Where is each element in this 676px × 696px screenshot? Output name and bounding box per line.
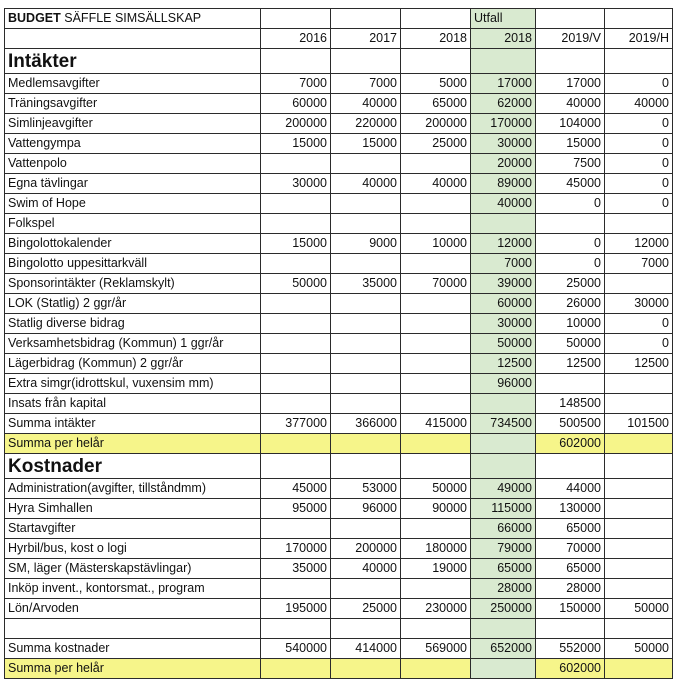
value-cell: 35000	[331, 274, 401, 294]
row-label: Statlig diverse bidrag	[5, 314, 261, 334]
table-row	[5, 479, 673, 499]
value-cell: 602000	[536, 434, 605, 454]
value-cell	[401, 214, 471, 234]
value-cell	[331, 434, 401, 454]
value-cell: 40000	[331, 559, 401, 579]
value-cell	[331, 194, 401, 214]
value-cell: 15000	[536, 134, 605, 154]
value-cell	[401, 194, 471, 214]
value-cell: 66000	[471, 519, 536, 539]
value-cell: 12000	[605, 234, 673, 254]
value-cell	[536, 619, 605, 639]
value-cell: 115000	[471, 499, 536, 519]
value-cell: 7000	[471, 254, 536, 274]
row-label: Medlemsavgifter	[5, 74, 261, 94]
row-label: Egna tävlingar	[5, 174, 261, 194]
row-label: Bingolotto uppesittarkväll	[5, 254, 261, 274]
value-cell	[401, 334, 471, 354]
value-cell: 552000	[536, 639, 605, 659]
value-cell: 25000	[331, 599, 401, 619]
value-cell: 170000	[471, 114, 536, 134]
utfall-label: Utfall	[471, 9, 536, 29]
value-cell: 5000	[401, 74, 471, 94]
empty-cell	[331, 49, 401, 74]
value-cell: 53000	[331, 479, 401, 499]
table-row	[5, 214, 673, 234]
value-cell	[261, 214, 331, 234]
column-header-2019-v: 2019/V	[536, 29, 605, 49]
value-cell	[605, 274, 673, 294]
value-cell: 0	[536, 194, 605, 214]
value-cell	[261, 394, 331, 414]
value-cell	[605, 559, 673, 579]
row-label	[5, 619, 261, 639]
value-cell: 10000	[536, 314, 605, 334]
table-row	[5, 539, 673, 559]
value-cell	[605, 579, 673, 599]
section-heading-row	[5, 49, 673, 74]
row-label: Startavgifter	[5, 519, 261, 539]
value-cell: 65000	[536, 519, 605, 539]
section-heading: Kostnader	[5, 454, 261, 479]
header-cell	[261, 9, 331, 29]
value-cell: 170000	[261, 539, 331, 559]
value-cell	[605, 499, 673, 519]
table-row	[5, 374, 673, 394]
empty-cell	[605, 454, 673, 479]
half-year-row	[5, 659, 673, 679]
value-cell	[401, 394, 471, 414]
value-cell: 0	[605, 314, 673, 334]
column-header-utfall-2018: 2018	[471, 29, 536, 49]
value-cell: 12500	[536, 354, 605, 374]
row-label: Administration(avgifter, tillståndmm)	[5, 479, 261, 499]
value-cell: 230000	[401, 599, 471, 619]
row-label: Extra simgr(idrottskul, vuxensim mm)	[5, 374, 261, 394]
value-cell: 0	[605, 114, 673, 134]
value-cell	[331, 354, 401, 374]
row-label: Verksamhetsbidrag (Kommun) 1 ggr/år	[5, 334, 261, 354]
column-header-2016: 2016	[261, 29, 331, 49]
table-row	[5, 254, 673, 274]
row-label: Vattengympa	[5, 134, 261, 154]
value-cell: 200000	[401, 114, 471, 134]
value-cell: 30000	[471, 314, 536, 334]
value-cell: 104000	[536, 114, 605, 134]
value-cell: 40000	[605, 94, 673, 114]
table-row	[5, 294, 673, 314]
table-row	[5, 194, 673, 214]
value-cell: 50000	[401, 479, 471, 499]
value-cell: 17000	[471, 74, 536, 94]
value-cell: 40000	[401, 174, 471, 194]
value-cell	[261, 194, 331, 214]
value-cell: 79000	[471, 539, 536, 559]
value-cell	[401, 374, 471, 394]
value-cell	[471, 659, 536, 679]
table-row	[5, 354, 673, 374]
table-row	[5, 619, 673, 639]
value-cell: 15000	[261, 134, 331, 154]
value-cell: 50000	[605, 639, 673, 659]
value-cell: 17000	[536, 74, 605, 94]
empty-cell	[261, 454, 331, 479]
table-row	[5, 394, 673, 414]
value-cell: 50000	[471, 334, 536, 354]
value-cell	[401, 519, 471, 539]
value-cell: 15000	[261, 234, 331, 254]
value-cell	[605, 434, 673, 454]
value-cell: 0	[536, 234, 605, 254]
value-cell: 12000	[471, 234, 536, 254]
budget-table	[4, 8, 673, 679]
table-row	[5, 499, 673, 519]
row-label: Träningsavgifter	[5, 94, 261, 114]
value-cell: 0	[605, 194, 673, 214]
row-label: Hyra Simhallen	[5, 499, 261, 519]
value-cell: 0	[536, 254, 605, 274]
value-cell: 12500	[471, 354, 536, 374]
empty-cell	[536, 454, 605, 479]
row-label: Summa per helår	[5, 659, 261, 679]
value-cell: 0	[605, 74, 673, 94]
value-cell: 40000	[471, 194, 536, 214]
value-cell	[331, 519, 401, 539]
section-heading: Intäkter	[5, 49, 261, 74]
value-cell: 25000	[536, 274, 605, 294]
value-cell: 12500	[605, 354, 673, 374]
value-cell	[261, 294, 331, 314]
value-cell	[605, 539, 673, 559]
row-label: LOK (Statlig) 2 ggr/år	[5, 294, 261, 314]
value-cell: 90000	[401, 499, 471, 519]
value-cell: 26000	[536, 294, 605, 314]
value-cell: 25000	[401, 134, 471, 154]
value-cell	[536, 214, 605, 234]
table-row	[5, 114, 673, 134]
value-cell: 19000	[401, 559, 471, 579]
column-header-2017: 2017	[331, 29, 401, 49]
value-cell: 652000	[471, 639, 536, 659]
value-cell: 0	[605, 134, 673, 154]
value-cell: 101500	[605, 414, 673, 434]
value-cell: 95000	[261, 499, 331, 519]
column-header-2018: 2018	[401, 29, 471, 49]
value-cell: 540000	[261, 639, 331, 659]
value-cell: 40000	[331, 174, 401, 194]
value-cell: 602000	[536, 659, 605, 679]
value-cell	[401, 254, 471, 274]
row-label: Summa kostnader	[5, 639, 261, 659]
value-cell	[401, 314, 471, 334]
row-label: Sponsorintäkter (Reklamskylt)	[5, 274, 261, 294]
title-rest: SÄFFLE SIMSÄLLSKAP	[60, 11, 202, 25]
value-cell	[331, 579, 401, 599]
value-cell	[401, 354, 471, 374]
value-cell: 30000	[261, 174, 331, 194]
value-cell: 366000	[331, 414, 401, 434]
value-cell: 45000	[536, 174, 605, 194]
value-cell	[471, 619, 536, 639]
value-cell	[331, 394, 401, 414]
header-cell	[331, 9, 401, 29]
value-cell: 150000	[536, 599, 605, 619]
value-cell: 28000	[536, 579, 605, 599]
value-cell	[331, 314, 401, 334]
value-cell	[401, 579, 471, 599]
value-cell: 9000	[331, 234, 401, 254]
value-cell	[471, 434, 536, 454]
row-label: Lägerbidrag (Kommun) 2 ggr/år	[5, 354, 261, 374]
value-cell: 200000	[261, 114, 331, 134]
empty-cell	[261, 49, 331, 74]
value-cell: 415000	[401, 414, 471, 434]
value-cell: 62000	[471, 94, 536, 114]
value-cell	[605, 519, 673, 539]
half-year-row	[5, 434, 673, 454]
value-cell: 28000	[471, 579, 536, 599]
empty-cell	[401, 454, 471, 479]
table-row	[5, 559, 673, 579]
value-cell	[261, 619, 331, 639]
value-cell: 65000	[471, 559, 536, 579]
table-row	[5, 74, 673, 94]
value-cell: 40000	[331, 94, 401, 114]
value-cell	[261, 334, 331, 354]
value-cell	[331, 154, 401, 174]
row-label: Lön/Arvoden	[5, 599, 261, 619]
table-row	[5, 94, 673, 114]
value-cell: 65000	[401, 94, 471, 114]
header-cell	[5, 29, 261, 49]
value-cell: 130000	[536, 499, 605, 519]
table-row	[5, 154, 673, 174]
value-cell: 7000	[331, 74, 401, 94]
value-cell: 50000	[536, 334, 605, 354]
value-cell: 180000	[401, 539, 471, 559]
header-cell	[536, 9, 605, 29]
value-cell	[471, 394, 536, 414]
value-cell	[605, 394, 673, 414]
value-cell: 49000	[471, 479, 536, 499]
section-heading-row	[5, 454, 673, 479]
row-label: Vattenpolo	[5, 154, 261, 174]
table-title	[5, 9, 261, 29]
table-row	[5, 134, 673, 154]
value-cell: 15000	[331, 134, 401, 154]
value-cell	[261, 519, 331, 539]
table-row	[5, 174, 673, 194]
table-row	[5, 334, 673, 354]
value-cell: 0	[605, 154, 673, 174]
header-cell	[401, 9, 471, 29]
value-cell: 39000	[471, 274, 536, 294]
value-cell	[261, 579, 331, 599]
value-cell	[605, 214, 673, 234]
value-cell	[261, 154, 331, 174]
value-cell: 7000	[261, 74, 331, 94]
value-cell: 96000	[471, 374, 536, 394]
value-cell: 377000	[261, 414, 331, 434]
row-label: Summa per helår	[5, 434, 261, 454]
value-cell: 50000	[605, 599, 673, 619]
value-cell	[605, 619, 673, 639]
value-cell: 96000	[331, 499, 401, 519]
value-cell: 35000	[261, 559, 331, 579]
value-cell: 500500	[536, 414, 605, 434]
row-label: Hyrbil/bus, kost o logi	[5, 539, 261, 559]
row-label: Folkspel	[5, 214, 261, 234]
value-cell: 20000	[471, 154, 536, 174]
value-cell: 70000	[536, 539, 605, 559]
value-cell: 65000	[536, 559, 605, 579]
value-cell	[605, 374, 673, 394]
value-cell: 40000	[536, 94, 605, 114]
value-cell	[331, 659, 401, 679]
title-bold: BUDGET	[8, 11, 61, 25]
value-cell: 220000	[331, 114, 401, 134]
value-cell: 44000	[536, 479, 605, 499]
value-cell	[536, 374, 605, 394]
row-label: Bingolottokalender	[5, 234, 261, 254]
row-label: Summa intäkter	[5, 414, 261, 434]
value-cell	[331, 334, 401, 354]
value-cell: 250000	[471, 599, 536, 619]
value-cell	[331, 254, 401, 274]
value-cell: 7000	[605, 254, 673, 274]
value-cell: 30000	[605, 294, 673, 314]
value-cell: 195000	[261, 599, 331, 619]
row-label: Simlinjeavgifter	[5, 114, 261, 134]
title-row	[5, 9, 673, 29]
value-cell	[261, 254, 331, 274]
empty-cell	[331, 454, 401, 479]
value-cell: 45000	[261, 479, 331, 499]
value-cell	[331, 294, 401, 314]
value-cell: 7500	[536, 154, 605, 174]
table-row	[5, 274, 673, 294]
total-row	[5, 414, 673, 434]
table-row	[5, 314, 673, 334]
value-cell	[261, 374, 331, 394]
row-label: SM, läger (Mästerskapstävlingar)	[5, 559, 261, 579]
empty-cell	[471, 454, 536, 479]
empty-cell	[471, 49, 536, 74]
header-cell	[605, 9, 673, 29]
empty-cell	[605, 49, 673, 74]
column-header-2019-h: 2019/H	[605, 29, 673, 49]
value-cell	[331, 619, 401, 639]
value-cell	[401, 434, 471, 454]
value-cell	[605, 659, 673, 679]
value-cell	[401, 294, 471, 314]
value-cell	[605, 479, 673, 499]
value-cell	[261, 434, 331, 454]
column-header-row	[5, 29, 673, 49]
value-cell	[331, 374, 401, 394]
value-cell: 0	[605, 174, 673, 194]
empty-cell	[401, 49, 471, 74]
value-cell: 60000	[471, 294, 536, 314]
value-cell	[401, 659, 471, 679]
table-row	[5, 234, 673, 254]
value-cell: 414000	[331, 639, 401, 659]
value-cell: 10000	[401, 234, 471, 254]
value-cell: 148500	[536, 394, 605, 414]
budget-table-body	[5, 9, 673, 679]
value-cell: 50000	[261, 274, 331, 294]
value-cell: 569000	[401, 639, 471, 659]
value-cell: 70000	[401, 274, 471, 294]
table-row	[5, 579, 673, 599]
value-cell: 30000	[471, 134, 536, 154]
row-label: Inköp invent., kontorsmat., program	[5, 579, 261, 599]
value-cell: 0	[605, 334, 673, 354]
value-cell	[331, 214, 401, 234]
value-cell	[261, 659, 331, 679]
value-cell: 200000	[331, 539, 401, 559]
row-label: Insats från kapital	[5, 394, 261, 414]
total-row	[5, 639, 673, 659]
value-cell	[261, 354, 331, 374]
value-cell	[261, 314, 331, 334]
value-cell: 60000	[261, 94, 331, 114]
value-cell	[401, 619, 471, 639]
value-cell: 734500	[471, 414, 536, 434]
value-cell	[401, 154, 471, 174]
value-cell	[471, 214, 536, 234]
row-label: Swim of Hope	[5, 194, 261, 214]
value-cell: 89000	[471, 174, 536, 194]
empty-cell	[536, 49, 605, 74]
table-row	[5, 599, 673, 619]
table-row	[5, 519, 673, 539]
